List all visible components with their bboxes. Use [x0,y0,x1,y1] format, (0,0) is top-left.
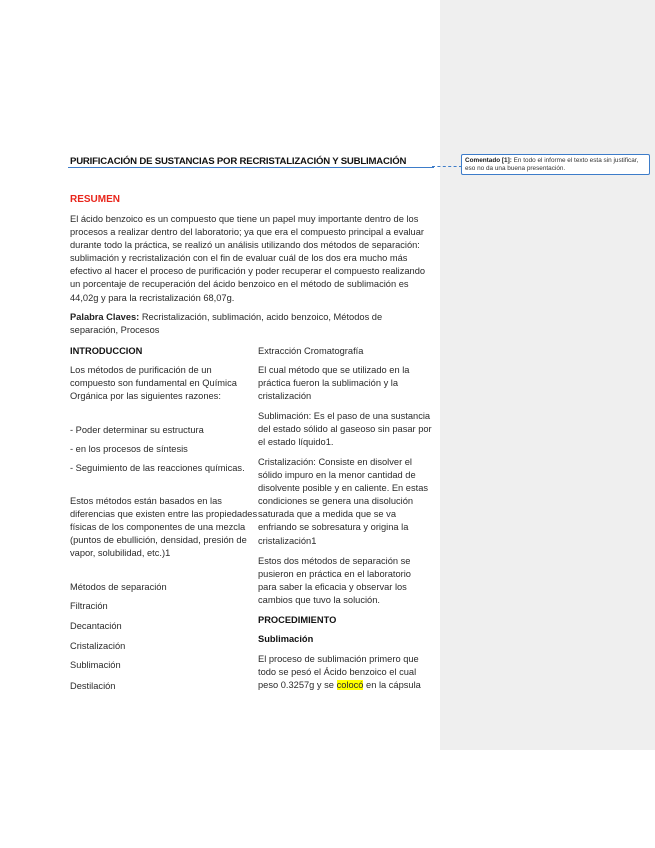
margin-bottom-area [440,750,655,848]
highlighted-word[interactable]: colocó [336,680,364,691]
crystallization-definition: Cristalización: Consiste en disolver el sólido impuro en la menor cantidad de disolvente posible y en caliente. En estas condiciones se genera una disolución saturada que a medida que se va enfriando se sobresatura y origina la cristalización1 [258,457,429,546]
keywords-paragraph [70,311,432,337]
procedure-heading: PROCEDIMIENTO [258,615,337,625]
comment-balloon[interactable] [461,154,650,175]
methods-heading: Métodos de separación [70,582,167,592]
reason-item: - Poder determinar su estructura [70,425,204,435]
reason-item: - en los procesos de síntesis [70,444,188,454]
sublimation-definition: Sublimación: Es el paso de una sustancia del estado sólido al gaseoso sin pasar por el estado líquido1. [258,411,432,448]
comment-connector [432,166,462,167]
introduction-heading: INTRODUCCION [70,346,143,356]
method-item: Sublimación [70,660,121,670]
comment-text: En todo el informe el texto esta sin justificar, eso no da una buena presentación. [465,157,639,173]
method-item: Cristalización [70,641,126,651]
comment-label: Comentado [1]: [465,157,512,164]
keywords-label: Palabra Claves: [70,312,142,322]
method-item: Decantación [70,621,122,631]
sublimation-procedure-text: El proceso de sublimación primero que todo se pesó el Ácido benzoico el cual peso 0.3257g y se [258,654,419,691]
extraction-item: Extracción Cromatografía [258,346,364,356]
abstract-paragraph: El ácido benzoico es un compuesto que tiene un papel muy importante dentro de los procesos a realizar dentro del laboratorio; ya que era el compuesto principal a evaluar durante todo la práctica, se realizó un análisis utilizando dos métodos de separación: sublimación y recristalización con el fin de evaluar cuál de los dos era mucho más efectivo al hacer el proceso de purificación y poder recuperar el compuesto realizando un porcentaje de recuperación del ácido benzoico en el método de sublimación es 44,02g y para la recristalización 68,07g. [70,214,426,303]
used-methods-paragraph: El cual método que se utilizado en la práctica fueron la sublimación y la cristalización [258,365,410,402]
methods-paragraph: Estos métodos están basados en las diferencias que existen entre las propiedades físicas de los componentes de una mezcla (puntos de ebullición, densidad, presión de vapor, solubilidad, etc.)1 [70,496,258,559]
method-item: Filtración [70,601,108,611]
sublimation-procedure-paragraph [258,653,436,692]
keywords-text: Recristalización, sublimación, acido benzoico, Métodos de separación, Procesos [70,312,383,336]
method-item: Destilación [70,681,116,691]
comments-margin [440,0,655,848]
reason-item: - Seguimiento de las reacciones químicas. [70,463,245,473]
both-methods-paragraph: Estos dos métodos de separación se pusieron en práctica en el laboratorio para saber la eficacia y observar los cambios que tuvo la solución. [258,556,411,606]
resumen-heading: RESUMEN [70,194,121,205]
document-title[interactable]: PURIFICACIÓN DE SUSTANCIAS POR RECRISTALIZACIÓN Y SUBLIMACIÓN [68,156,434,168]
sublimation-procedure-continuation: en la cápsula [363,680,421,691]
sublimation-heading: Sublimación [258,634,314,644]
introduction-paragraph: Los métodos de purificación de un compuesto son fundamental en Química Orgánica por las siguientes razones: [70,365,237,402]
